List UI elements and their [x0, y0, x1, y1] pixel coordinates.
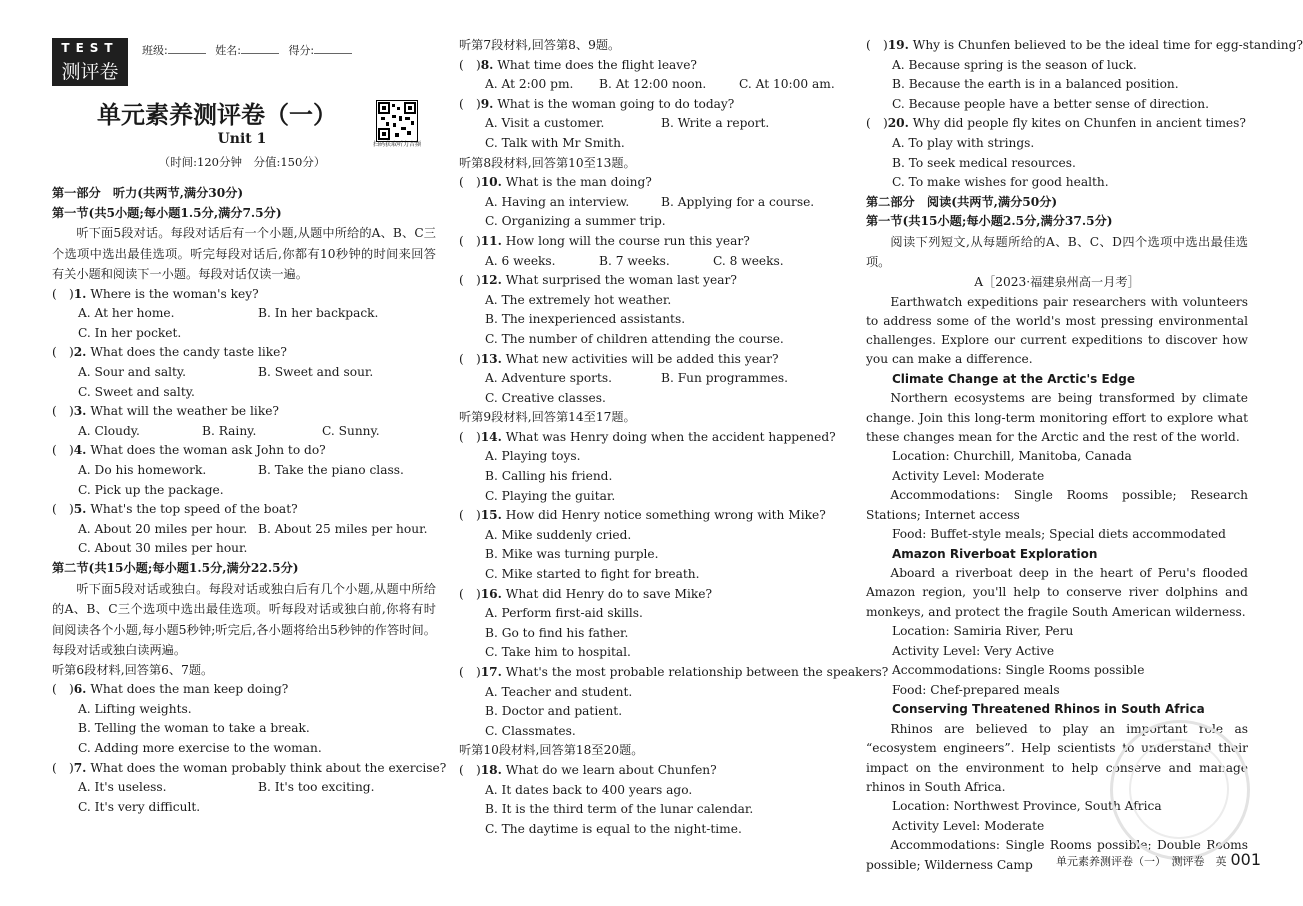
option-b[interactable]: B. The inexperienced assistants.: [485, 312, 686, 327]
question-text: What time does the flight leave?: [497, 57, 697, 72]
expedition-location: Location: Samiria River, Peru: [892, 624, 1074, 639]
name-label: 姓名:: [215, 44, 241, 57]
option-c[interactable]: C. Take him to hospital.: [485, 645, 631, 660]
option-b[interactable]: B. Calling his friend.: [485, 469, 613, 484]
option-a[interactable]: A. It dates back to 400 years ago.: [485, 782, 693, 797]
option-c[interactable]: C. Pick up the package.: [78, 482, 224, 497]
question-text: What new activities will be added this year?: [505, 351, 779, 366]
question-number: 1.: [73, 286, 87, 301]
option-b[interactable]: B. Applying for a course.: [661, 194, 815, 209]
answer-blank[interactable]: ( ): [866, 116, 888, 131]
expedition-food: Food: Chef-prepared meals: [892, 682, 1060, 697]
logo-bottom-text: 测评卷: [61, 61, 119, 83]
option-b[interactable]: B. Mike was turning purple.: [485, 547, 659, 562]
option-b[interactable]: B. Take the piano class.: [258, 463, 404, 478]
question-text: What's the top speed of the boat?: [90, 502, 298, 517]
answer-blank[interactable]: ( ): [459, 57, 481, 72]
question-13: [459, 350, 841, 370]
answer-blank[interactable]: ( ): [459, 233, 481, 248]
question-number: 14.: [480, 429, 502, 444]
expedition-food: Food: Buffet-style meals; Special diets accommodated: [892, 526, 1226, 541]
question-10: [459, 173, 841, 193]
question-number: 8.: [480, 57, 494, 72]
question-text: What does the woman ask John to do?: [90, 443, 326, 458]
answer-blank[interactable]: ( ): [459, 175, 481, 190]
option-c[interactable]: C. In her pocket.: [78, 325, 182, 340]
expedition-location: Location: Churchill, Manitoba, Canada: [892, 449, 1132, 464]
class-blank[interactable]: [168, 53, 206, 54]
expedition-accommodations: Accommodations: Single Rooms possible; Research Stations; Internet access: [866, 488, 1248, 522]
question-11: [459, 232, 841, 252]
expedition-activity: Activity Level: Very Active: [892, 643, 1055, 658]
expedition-title: Conserving Threatened Rhinos in South Africa: [892, 702, 1205, 717]
option-b[interactable]: B. Go to find his father.: [485, 625, 629, 640]
option-c[interactable]: C. Talk with Mr Smith.: [485, 135, 625, 150]
option-b[interactable]: B. Doctor and patient.: [485, 704, 623, 719]
option-c[interactable]: C. At 10:00 am.: [739, 77, 835, 92]
material-heading: 听第7段材料,回答第8、9题。: [459, 38, 621, 52]
expedition-activity: Activity Level: Moderate: [892, 468, 1045, 483]
student-fields: [142, 42, 358, 58]
section2-heading: 第二节(共15小题;每小题1.5分,满分22.5分): [52, 561, 299, 575]
part1-heading: 第一部分 听力(共两节,满分30分): [52, 186, 244, 200]
question-text: What did Henry do to save Mike?: [505, 586, 712, 601]
section3-heading: 第一节(共15小题;每小题2.5分,满分37.5分): [866, 214, 1113, 229]
option-b[interactable]: B. 7 weeks.: [599, 253, 670, 268]
option-a[interactable]: A. Teacher and student.: [485, 684, 633, 699]
question-number: 11.: [480, 233, 502, 248]
column-2: [459, 36, 889, 839]
option-c[interactable]: C. Classmates.: [485, 723, 576, 738]
section1-instructions: 听下面5段对话。每段对话后有一个小题,从题中所给的A、B、C三个选项中选出最佳选项。听完每段对话后,你都有10秒钟的时间来回答有关小题和阅读下一小题。每段对话仅读一遍。: [52, 226, 436, 282]
answer-blank[interactable]: ( ): [52, 760, 74, 775]
option-a[interactable]: A. Cloudy.: [78, 423, 140, 438]
question-number: 3.: [73, 404, 87, 419]
question-12: [459, 271, 841, 291]
option-c[interactable]: C. Organizing a summer trip.: [485, 214, 666, 229]
question-2: [52, 343, 436, 363]
option-a[interactable]: A. At her home.: [78, 306, 175, 321]
name-blank[interactable]: [241, 53, 279, 54]
question-number: 18.: [480, 762, 502, 777]
option-c[interactable]: C. It's very difficult.: [78, 799, 201, 814]
option-c[interactable]: C. Sweet and salty.: [78, 384, 195, 399]
answer-blank[interactable]: ( ): [459, 429, 481, 444]
passage-heading: A［2023·福建泉州高一月考］: [974, 274, 1140, 289]
option-c[interactable]: C. Playing the guitar.: [485, 488, 616, 503]
question-number: 5.: [73, 502, 87, 517]
question-text: What is the man doing?: [505, 175, 652, 190]
answer-blank[interactable]: ( ): [52, 404, 74, 419]
question-text: Why did people fly kites on Chunfen in ancient times?: [912, 116, 1246, 131]
option-b[interactable]: B. Telling the woman to take a break.: [78, 721, 310, 736]
option-a[interactable]: A. Lifting weights.: [78, 701, 192, 716]
option-c[interactable]: C. The daytime is equal to the night-time.: [485, 821, 742, 836]
question-17: [459, 663, 889, 683]
answer-blank[interactable]: ( ): [52, 345, 74, 360]
time-info: （时间:120分钟 分值:150分）: [158, 155, 326, 169]
option-a[interactable]: A. Adventure sports.: [485, 371, 613, 386]
option-a[interactable]: A. To play with strings.: [892, 135, 1035, 150]
option-c[interactable]: C. To make wishes for good health.: [892, 175, 1109, 190]
question-number: 9.: [480, 96, 494, 111]
question-number: 16.: [480, 586, 502, 601]
option-a[interactable]: A. Playing toys.: [485, 449, 581, 464]
passage-intro: Earthwatch expeditions pair researchers with volunteers to address some of the world's most pressing environmental challenges. Explore our current expeditions to discover how you can make a difference.: [866, 294, 1248, 367]
question-16: [459, 585, 841, 605]
option-b[interactable]: B. About 25 miles per hour.: [258, 521, 428, 536]
question-18: [459, 761, 841, 781]
option-c[interactable]: C. Mike started to fight for breath.: [485, 567, 700, 582]
option-b[interactable]: B. Sweet and sour.: [258, 365, 374, 380]
option-c[interactable]: C. Sunny.: [322, 423, 380, 438]
answer-blank[interactable]: ( ): [52, 286, 74, 301]
logo-top-text: TEST: [61, 41, 119, 55]
material-heading: 听第9段材料,回答第14至17题。: [459, 410, 636, 425]
question-number: 2.: [73, 345, 87, 360]
question-number: 12.: [480, 273, 502, 288]
answer-blank[interactable]: ( ): [52, 443, 74, 458]
material-heading: 听第6段材料,回答第6、7题。: [52, 662, 214, 677]
option-c[interactable]: C. Creative classes.: [485, 390, 606, 405]
option-b[interactable]: B. Because the earth is in a balanced position.: [892, 77, 1179, 92]
answer-blank[interactable]: ( ): [459, 96, 481, 111]
question-number: 10.: [480, 175, 502, 190]
question-1: [52, 285, 436, 305]
option-b[interactable]: B. Write a report.: [661, 116, 770, 131]
question-number: 17.: [480, 665, 502, 679]
question-number: 15.: [480, 508, 502, 523]
question-text: What does the man keep doing?: [90, 682, 289, 697]
material-heading: 听第8段材料,回答第10至13题。: [459, 155, 636, 170]
question-9: [459, 95, 841, 115]
question-text: Where is the woman's key?: [90, 286, 259, 301]
test-logo: [52, 38, 128, 86]
answer-blank[interactable]: ( ): [459, 665, 481, 679]
question-text: What was Henry doing when the accident happened?: [505, 429, 836, 444]
option-a[interactable]: A. Having an interview.: [485, 194, 630, 209]
option-a[interactable]: A. Mike suddenly cried.: [485, 527, 632, 542]
question-14: [459, 428, 841, 448]
option-b[interactable]: B. Fun programmes.: [661, 371, 789, 386]
option-a[interactable]: A. Perform first-aid skills.: [485, 606, 643, 621]
expedition-title: Amazon Riverboat Exploration: [892, 546, 1098, 561]
answer-blank[interactable]: ( ): [52, 682, 74, 697]
watermark-stamp-icon: [1110, 720, 1250, 860]
question-5: [52, 500, 436, 520]
question-8: [459, 56, 841, 76]
question-4: [52, 441, 436, 461]
question-number: 6.: [73, 682, 87, 697]
option-c[interactable]: C. Adding more exercise to the woman.: [78, 740, 322, 755]
score-label: 得分:: [288, 44, 315, 57]
option-a[interactable]: A. At 2:00 pm.: [485, 77, 574, 92]
question-text: Why is Chunfen believed to be the ideal time for egg-standing?: [912, 38, 1303, 52]
option-a[interactable]: A. Visit a customer.: [485, 116, 605, 131]
footer-label: 单元素养测评卷（一） 测评卷 英: [1056, 855, 1227, 868]
question-text: What do we learn about Chunfen?: [505, 762, 717, 777]
page-title: 单元素养测评卷（一）: [97, 101, 337, 129]
answer-blank[interactable]: ( ): [459, 273, 481, 288]
question-7: [52, 759, 447, 779]
expedition-body: Northern ecosystems are being transformed by climate change. Join this long-term monitoring effort to explore what these changes mean for the Arctic and the rest of the world.: [866, 391, 1248, 444]
section3-instructions: 阅读下列短文,从每题所给的A、B、C、D四个选项中选出最佳选项。: [866, 234, 1248, 270]
expedition-title: Climate Change at the Arctic's Edge: [892, 371, 1135, 386]
option-c[interactable]: C. Because people have a better sense of direction.: [892, 96, 1209, 111]
option-c[interactable]: C. 8 weeks.: [713, 253, 784, 268]
answer-blank[interactable]: ( ): [866, 38, 888, 52]
header: [52, 38, 432, 86]
option-b[interactable]: B. Rainy.: [202, 423, 257, 438]
answer-blank[interactable]: ( ): [52, 502, 74, 517]
option-a[interactable]: A. About 20 miles per hour.: [78, 521, 248, 536]
option-a[interactable]: A. It's useless.: [78, 780, 167, 795]
question-text: What's the most probable relationship between the speakers?: [505, 665, 889, 679]
option-b[interactable]: B. In her backpack.: [258, 306, 379, 321]
option-b[interactable]: B. It's too exciting.: [258, 780, 375, 795]
question-text: What does the candy taste like?: [90, 345, 287, 360]
option-a[interactable]: A. Do his homework.: [78, 463, 207, 478]
question-text: What does the woman probably think about the exercise?: [90, 760, 447, 775]
question-20: [866, 114, 1248, 134]
question-19: [866, 36, 1303, 56]
answer-blank[interactable]: ( ): [459, 762, 481, 777]
question-number: 13.: [480, 351, 502, 366]
qr-caption: 扫码获取听力音频: [372, 141, 421, 148]
qr-code-icon[interactable]: [376, 100, 418, 142]
option-a[interactable]: A. The extremely hot weather.: [485, 292, 672, 307]
unit-title: Unit 1: [217, 131, 267, 147]
question-6: [52, 680, 436, 700]
page-number: 001: [1230, 850, 1262, 869]
question-3: [52, 402, 436, 422]
expedition-location: Location: Northwest Province, South Africa: [892, 799, 1162, 814]
question-number: 7.: [73, 760, 87, 775]
expedition-accommodations: Accommodations: Single Rooms possible: [892, 663, 1145, 678]
part2-heading: 第二部分 阅读(共两节,满分50分): [866, 194, 1058, 209]
question-text: What is the woman going to do today?: [497, 96, 735, 111]
section1-heading: 第一节(共5小题;每小题1.5分,满分7.5分): [52, 205, 282, 220]
question-text: What surprised the woman last year?: [505, 273, 737, 288]
question-number: 19.: [887, 38, 909, 52]
expedition-body: Rhinos are believed to play an important role as “ecosystem engineers”. Help scientists to understand their impact on the environment to help conserve and manage rhinos in South Africa.: [866, 722, 1248, 794]
option-c[interactable]: C. About 30 miles per hour.: [78, 541, 248, 556]
option-b[interactable]: B. To seek medical resources.: [892, 155, 1076, 170]
question-text: What will the weather be like?: [90, 404, 279, 419]
answer-blank[interactable]: ( ): [459, 586, 481, 601]
option-a[interactable]: A. Because spring is the season of luck.: [892, 57, 1137, 72]
column-1: [52, 184, 447, 817]
class-label: 班级:: [142, 44, 168, 57]
answer-blank[interactable]: ( ): [459, 351, 481, 366]
option-b[interactable]: B. It is the third term of the lunar calendar.: [485, 802, 754, 817]
expedition-body: Aboard a riverboat deep in the heart of Peru's flooded Amazon region, you'll help to conserve river dolphins and monkeys, and protect the fragile South American wilderness.: [866, 566, 1248, 619]
answer-blank[interactable]: ( ): [459, 508, 481, 523]
section2-instructions: 听下面5段对话或独白。每段对话或独白后有几个小题,从题中所给的A、B、C三个选项中选出最佳选项。听每段对话或独白前,你将有时间阅读各个小题,每小题5秒钟;听完后,各小题将给出5秒钟的作答时间。每段对话或独白读两遍。: [52, 581, 436, 658]
page-footer: [1056, 850, 1261, 869]
expedition-accommodations: Accommodations: Single Rooms possible; Double Rooms possible; Wilderness Camp: [866, 838, 1248, 872]
question-text: How long will the course run this year?: [505, 233, 750, 248]
option-c[interactable]: C. The number of children attending the course.: [485, 331, 784, 346]
question-text: How did Henry notice something wrong with Mike?: [505, 508, 826, 523]
material-heading: 听第10段材料,回答第18至20题。: [459, 743, 644, 758]
question-number: 4.: [73, 443, 87, 458]
score-blank[interactable]: [314, 53, 352, 54]
option-a[interactable]: A. Sour and salty.: [78, 365, 187, 380]
question-number: 20.: [887, 116, 909, 131]
option-b[interactable]: B. At 12:00 noon.: [599, 77, 707, 92]
option-a[interactable]: A. 6 weeks.: [485, 253, 556, 268]
expedition-activity: Activity Level: Moderate: [892, 818, 1045, 833]
question-15: [459, 506, 841, 526]
